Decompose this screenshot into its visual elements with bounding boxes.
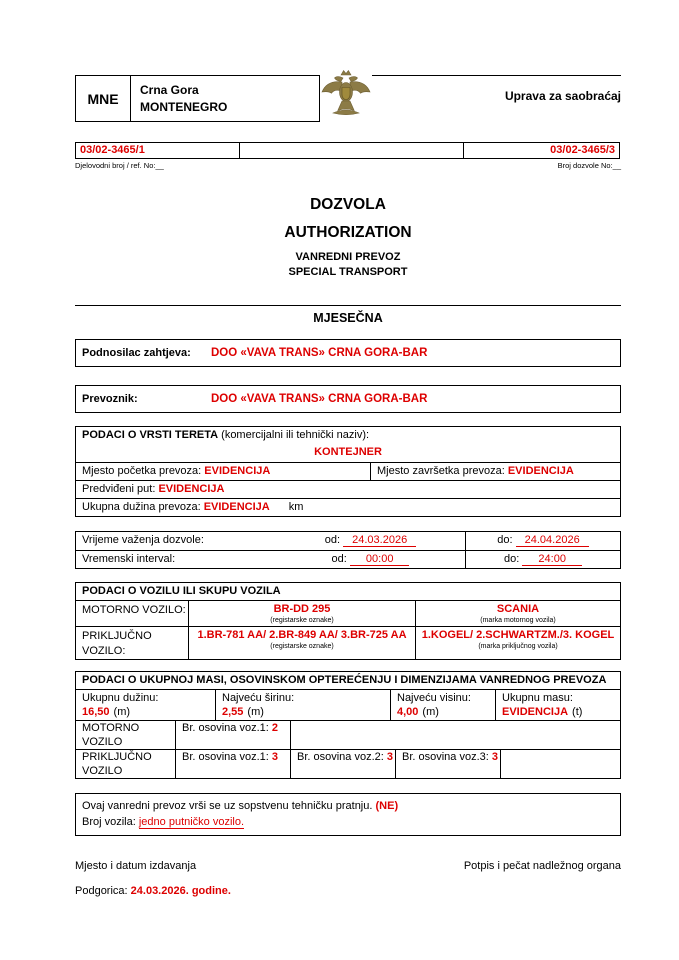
reference-captions [75, 161, 621, 170]
interval-from-time: 00:00 [350, 553, 410, 566]
permit-number-right: 03/02-3465/3 [463, 142, 620, 159]
motor-make-caption: (marka motornog vozila) [480, 617, 556, 624]
applicant-value: DOO «VAVA TRANS» CRNA GORA-BAR [211, 347, 428, 359]
total-mass-value: EVIDENCIJA [502, 706, 569, 718]
max-width-value: 2,55 [222, 706, 244, 718]
max-width-unit: (m) [247, 706, 264, 718]
trailer-axle1-value: 3 [271, 751, 279, 763]
title-english: AUTHORIZATION [284, 224, 412, 241]
carrier-value: DOO «VAVA TRANS» CRNA GORA-BAR [211, 393, 428, 405]
dimensions-section [75, 671, 621, 779]
escort-count-value: jedno putničko vozilo. [138, 816, 245, 828]
validity-section [75, 531, 621, 569]
motor-make: SCANIA [496, 603, 540, 615]
trailer-axles-row [76, 749, 620, 778]
trailer-axles-vehicle-label: PRIKLJUČNO VOZILO [82, 751, 152, 777]
trailer-vehicle-label: PRIKLJUČNO VOZILO: [82, 630, 152, 657]
trailer-plate-cell [188, 627, 415, 659]
total-length-unit: (m) [113, 706, 131, 718]
issue-date: 24.03.2026. godine. [130, 885, 231, 897]
escort-answer: (NE) [375, 800, 399, 812]
country-name-local: Crna Gora [140, 83, 199, 98]
country-names [131, 82, 227, 114]
country-box [75, 75, 320, 122]
validity-to-cell [465, 532, 620, 550]
motor-plate-cell [188, 601, 415, 626]
motor-vehicle-label: MOTORNO VOZILO: [82, 604, 186, 616]
motor-axle1-value: 2 [271, 722, 279, 734]
cargo-end-value: EVIDENCIJA [507, 465, 574, 477]
trailer-make-caption: (marka priključnog vozila) [478, 643, 558, 650]
trailer-axle2-label: Br. osovina voz.2: [297, 751, 384, 763]
dimensions-header: PODACI O UKUPNOJ MASI, OSOVINSKOM OPTEREĆENJU I DIMENZIJAMA VANREDNOG PREVOZA [82, 674, 607, 686]
total-mass-cell [495, 690, 620, 720]
total-length-value: 16,50 [82, 706, 110, 718]
trailer-plate-caption: (registarske oznake) [270, 643, 334, 650]
validity-from-label: od: [324, 534, 341, 546]
interval-to-cell [465, 551, 620, 568]
trailer-axle3-label: Br. osovina voz.3: [402, 751, 489, 763]
trailer-axles-empty-cell [500, 750, 620, 778]
issue-place-date-label: Mjesto i datum izdavanja [75, 860, 197, 872]
interval-to-label: do: [504, 553, 520, 565]
trailer-makes: 1.KOGEL/ 2.SCHWARTZM./3. KOGEL [421, 629, 615, 641]
document-content [75, 75, 621, 897]
validity-interval-row [76, 550, 620, 568]
max-width-cell [215, 690, 390, 720]
validity-to-date: 24.04.2026 [516, 534, 589, 547]
footer-labels [75, 860, 621, 872]
validity-to-label: do: [497, 534, 513, 546]
cargo-end-label: Mjesto završetka prevoza: [377, 465, 505, 477]
validity-from-cell [276, 532, 465, 550]
total-mass-label: Ukupnu masu: [502, 692, 573, 704]
motor-make-cell [415, 601, 620, 626]
trailer-axle1-cell [175, 750, 290, 778]
cargo-start-label: Mjesto početka prevoza: [82, 465, 202, 477]
escort-count-line [82, 814, 614, 830]
cargo-start-value: EVIDENCIJA [204, 465, 271, 477]
interval-from-label: od: [331, 553, 347, 565]
cargo-name: KONTEJNER [314, 446, 382, 458]
applicant-box [75, 339, 621, 367]
cargo-start-cell [76, 463, 370, 480]
motor-plate-caption: (registarske oznake) [270, 617, 334, 624]
signature-stamp-label: Potpis i pečat nadležnog organa [463, 860, 621, 872]
interval-from-cell [276, 551, 465, 568]
motor-axles-empty-cell [290, 721, 620, 749]
cargo-section-title: PODACI O VRSTI TERETA [82, 429, 219, 441]
cargo-section-note: (komercijalni ili tehnički naziv): [218, 429, 370, 441]
max-height-value: 4,00 [397, 706, 419, 718]
montenegro-coat-of-arms-icon [318, 68, 374, 122]
carrier-label: Prevoznik: [82, 393, 138, 405]
issue-place: Podgorica: [75, 885, 128, 897]
trailer-axle3-value: 3 [491, 751, 499, 763]
trailer-axle1-label: Br. osovina voz.1: [182, 751, 269, 763]
validity-from-date: 24.03.2026 [343, 534, 416, 547]
reference-number-row [75, 142, 621, 159]
authority-name: Uprava za saobraćaj [372, 75, 621, 122]
total-length-label: Ukupnu dužinu: [82, 692, 159, 704]
trailer-axle2-value: 3 [386, 751, 394, 763]
applicant-label: Podnosilac zahtjeva: [82, 347, 191, 359]
motor-axles-row [76, 720, 620, 749]
total-mass-unit: (t) [572, 706, 583, 718]
issue-place-line [75, 885, 621, 897]
cargo-route-label: Predviđeni put: [82, 483, 156, 495]
motor-axle1-cell [175, 721, 290, 749]
motor-axles-vehicle-label: MOTORNO VOZILO [82, 722, 140, 748]
vehicles-section [75, 582, 621, 660]
motor-vehicle-row [76, 600, 620, 626]
dimensions-values-row [76, 689, 620, 720]
coat-of-arms-svg [318, 68, 374, 122]
ref-caption-right: Broj dozvole No:__ [557, 161, 621, 170]
document-header [75, 75, 621, 122]
validity-period-label: Vrijeme važenja dozvole: [82, 534, 204, 546]
ref-number-middle-empty [239, 142, 464, 159]
cargo-length-label: Ukupna dužina prevoza: [82, 501, 201, 513]
cargo-header-line [76, 427, 620, 444]
escort-sentence-line [82, 798, 614, 814]
motor-axle1-label: Br. osovina voz.1: [182, 722, 269, 734]
cargo-length-value: EVIDENCIJA [203, 501, 270, 513]
trailer-make-cell [415, 627, 620, 659]
title-block [75, 196, 621, 278]
escort-sentence: Ovaj vanredni prevoz vrši se uz sopstvenu tehničku pratnju. [82, 800, 373, 812]
subtitle-english: SPECIAL TRANSPORT [288, 266, 408, 278]
cargo-header-row [76, 427, 620, 462]
subtitle-local: VANREDNI PREVOZ [295, 251, 401, 263]
cargo-length-row [76, 498, 620, 516]
cargo-section [75, 426, 621, 517]
country-name-english: MONTENEGRO [140, 99, 228, 114]
interval-label: Vremenski interval: [82, 553, 176, 565]
ref-caption-left: Djelovodni broj / ref. No:__ [75, 161, 164, 170]
horizontal-rule [75, 305, 621, 306]
max-height-cell [390, 690, 495, 720]
permit-period: MJESEČNA [313, 311, 383, 325]
motor-plate: BR-DD 295 [273, 603, 331, 615]
vehicles-header: PODACI O VOZILU ILI SKUPU VOZILA [82, 585, 281, 597]
ref-number-left: 03/02-3465/1 [75, 142, 240, 159]
max-width-label: Najveću širinu: [222, 692, 295, 704]
trailer-axle2-cell [290, 750, 395, 778]
validity-dates-row [76, 532, 620, 550]
trailer-axle3-cell [395, 750, 500, 778]
title-main: DOZVOLA [310, 196, 386, 213]
trailer-vehicle-row [76, 626, 620, 659]
cargo-route-row [76, 480, 620, 498]
country-code: MNE [76, 76, 131, 121]
escort-section [75, 793, 621, 836]
cargo-end-cell [370, 463, 620, 480]
trailer-plates: 1.BR-781 AA/ 2.BR-849 AA/ 3.BR-725 AA [197, 629, 407, 641]
interval-to-time: 24:00 [522, 553, 582, 566]
max-height-label: Najveću visinu: [397, 692, 471, 704]
cargo-places-row [76, 462, 620, 480]
escort-count-label: Broj vozila: [82, 816, 136, 828]
cargo-route-value: EVIDENCIJA [158, 483, 225, 495]
total-length-cell [76, 690, 215, 720]
max-height-unit: (m) [422, 706, 439, 718]
cargo-length-unit: km [288, 501, 304, 513]
carrier-box [75, 385, 621, 413]
